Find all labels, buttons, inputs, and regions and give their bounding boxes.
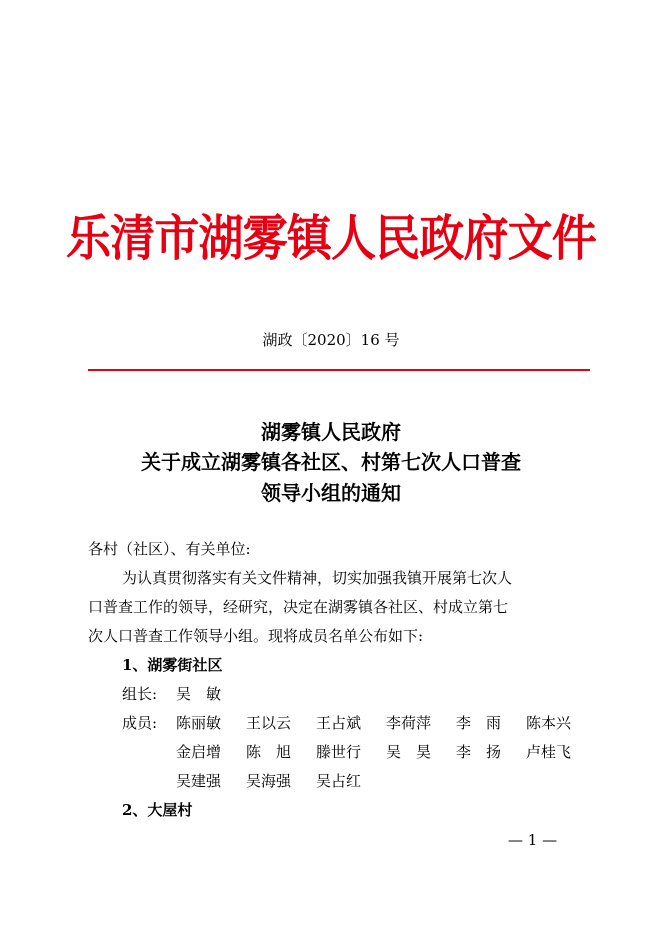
document-number: 湖政〔2020〕16 号 [262,331,400,349]
member-name: 卢桂飞 [526,743,572,761]
member-name: 陈丽敏 [176,714,222,732]
paragraph-line-2: 口普查工作的领导，经研究，决定在湖雾镇各社区、村成立第七 [88,598,509,616]
section-2-heading: 2、大屋村 [122,801,193,819]
page-number: — 1 — [508,831,558,849]
member-name: 滕世行 [316,743,362,761]
section-1-heading: 1、湖雾街社区 [122,656,223,674]
leader-name: 吴 敏 [176,685,222,703]
members-row-3 [176,770,386,791]
member-name: 吴海强 [246,772,292,790]
title-line-1: 湖雾镇人民政府 [261,420,401,444]
member-name: 李 扬 [456,743,502,761]
salutation: 各村（社区）、有关单位: [88,540,251,558]
paragraph-line-1: 为认真贯彻落实有关文件精神，切实加强我镇开展第七次人 [122,569,513,587]
member-name: 王占斌 [316,714,362,732]
members-row-1 [176,712,596,733]
member-name: 陈本兴 [526,714,572,732]
document-masthead: 乐清市湖雾镇人民政府文件 [66,209,596,267]
member-name: 李 雨 [456,714,502,732]
member-name: 吴占红 [316,772,362,790]
title-line-2: 关于成立湖雾镇各社区、村第七次人口普查 [141,450,521,474]
member-name: 李荷萍 [386,714,432,732]
paragraph-line-3: 次人口普查工作领导小组。现将成员名单公布如下: [88,627,424,645]
member-name: 王以云 [246,714,292,732]
member-name: 吴 昊 [386,743,432,761]
red-divider-line [88,369,590,371]
member-name: 吴建强 [176,772,222,790]
members-label: 成员: [122,714,158,732]
member-name: 金启增 [176,743,222,761]
members-row-2 [176,741,596,762]
title-line-3: 领导小组的通知 [261,481,401,505]
leader-label: 组长: [122,685,158,703]
member-name: 陈 旭 [246,743,292,761]
